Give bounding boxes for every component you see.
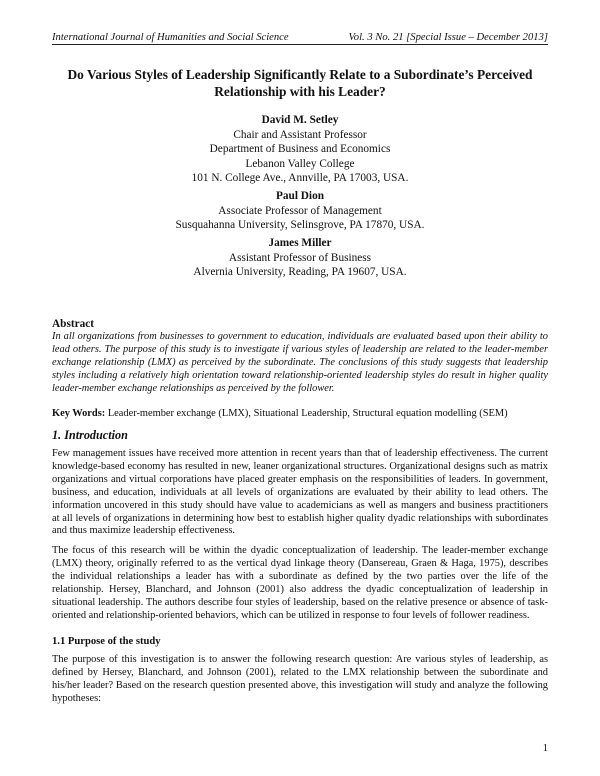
author-affiliation-line: Alvernia University, Reading, PA 19607, USA.	[193, 266, 407, 279]
keywords-label: Key Words:	[52, 408, 106, 419]
abstract-text: In all organizations from businesses to government to education, individuals are evaluated based upon their ability to lead others. The purpose of this study is to investigate if various styles of leadership are related to the leader-member exchange relationship (LMX) as perceived by the subordinate. The conclusions of this study suggests that leadership styles including a relatively high orientation toward relationship-oriented leadership styles do result in higher quality leader-member exchange relationships as perceived by the follower.	[52, 330, 548, 394]
subsection-heading-purpose: 1.1 Purpose of the study	[52, 636, 161, 647]
author-name: Paul Dion	[275, 190, 325, 202]
running-header	[52, 32, 548, 45]
abstract-section	[52, 318, 548, 395]
intro-paragraph-1: Few management issues have received more attention in recent years than that of leadership effectiveness. The current knowledge-based economy has resulted in new, leaner organizational structures. Organizational designs such as matrix organizations and virtual corporations have placed greater emphasis on the responsibilities of leaders. In government, business, and education, individuals at all levels of organizations are evaluated by their ability to lead others. The information uncovered in this study should have value to academicians as well as mangers and business practitioners at all levels of organizations in determining how best to establish higher quality dyadic relationships with subordinates and thus maximize leadership effectiveness.	[52, 448, 548, 537]
issue-info: Vol. 3 No. 21 [Special Issue – December 2013]	[348, 32, 548, 43]
page-number: 1	[542, 743, 548, 754]
author-affiliation-line: 101 N. College Ave., Annville, PA 17003, USA.	[191, 172, 409, 185]
keywords	[52, 408, 548, 421]
author-name: James Miller	[268, 237, 332, 249]
author-name: David M. Setley	[261, 114, 339, 126]
author-affiliation-line: Associate Professor of Management	[218, 204, 382, 217]
author-affiliation-line: Chair and Assistant Professor	[233, 128, 367, 141]
author-affiliation-line: Susquahanna University, Selinsgrove, PA 17870, USA.	[175, 219, 425, 232]
paper-title: Do Various Styles of Leadership Significantly Relate to a Subordinate’s Perceived Relationship with his Leader?	[67, 67, 533, 99]
section-heading-introduction: 1. Introduction	[52, 428, 128, 442]
author-affiliation-line: Lebanon Valley College	[245, 157, 355, 170]
journal-name: International Journal of Humanities and Social Science	[52, 32, 289, 43]
intro-paragraph-2: The focus of this research will be within the dyadic conceptualization of leadership. The leader-member exchange (LMX) theory, originally referred to as the vertical dyad linkage theory (Dansereau, Graen & Haga, 1975), describes the individual relationships a leader has with a subordinate as defined by the two parties over the life of the relationship. Hersey, Blanchard, and Johnson (2001) also address the dyadic conceptualization of leadership in situational leadership. The authors describe four styles of leadership, based on the relative presence or absence of task-oriented and relationship-oriented behaviors, which can be utilized in response to four levels of follower readiness.	[52, 545, 548, 621]
purpose-paragraph: The purpose of this investigation is to answer the following research question: Are various styles of leadership, as defined by Hersey, Blanchard, and Johnson (2001), related to the LMX relationship between the subordinate and his/her leader? Based on the research question presented above, this investigation will study and analyze the following hypotheses:	[52, 654, 548, 704]
author-block-2	[52, 189, 548, 233]
keywords-text: Leader-member exchange (LMX), Situational Leadership, Structural equation modelling (SEM)	[107, 408, 508, 419]
author-block-1	[52, 113, 548, 186]
author-affiliation-line: Department of Business and Economics	[209, 143, 391, 156]
abstract-heading: Abstract	[52, 318, 95, 330]
author-block-3	[52, 236, 548, 280]
author-affiliation-line: Assistant Professor of Business	[228, 251, 372, 264]
